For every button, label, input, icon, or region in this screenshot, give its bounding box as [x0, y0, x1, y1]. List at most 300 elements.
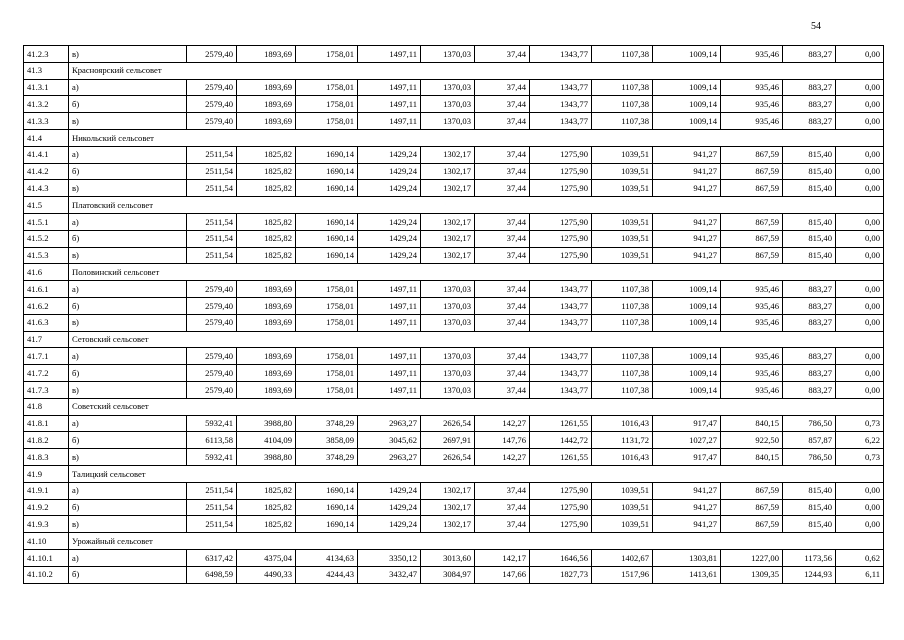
value-cell: 2579,40 — [187, 297, 237, 314]
value-cell: 1309,35 — [721, 566, 783, 583]
value-cell: 815,40 — [783, 247, 836, 264]
value-cell: 1227,00 — [721, 549, 783, 566]
value-cell: 37,44 — [475, 348, 530, 365]
value-cell: 1690,14 — [296, 482, 358, 499]
value-cell: 1302,17 — [421, 146, 475, 163]
value-cell: 1261,55 — [530, 449, 592, 466]
value-cell: 883,27 — [783, 96, 836, 113]
value-cell: 1825,82 — [237, 180, 296, 197]
value-cell: 1690,14 — [296, 516, 358, 533]
row-code: 41.4.2 — [24, 163, 69, 180]
value-cell: 1039,51 — [592, 247, 653, 264]
value-cell: 37,44 — [475, 247, 530, 264]
value-cell: 941,27 — [653, 499, 721, 516]
value-cell: 37,44 — [475, 297, 530, 314]
value-cell: 786,50 — [783, 415, 836, 432]
value-cell: 840,15 — [721, 449, 783, 466]
table-row — [24, 449, 884, 466]
value-cell: 1107,38 — [592, 314, 653, 331]
value-cell: 883,27 — [783, 297, 836, 314]
value-cell: 1413,61 — [653, 566, 721, 583]
table-row — [24, 381, 884, 398]
section-title: Половинский сельсовет — [69, 264, 884, 281]
row-code: 41.3.3 — [24, 113, 69, 130]
row-code: 41.3.1 — [24, 79, 69, 96]
value-cell: 3045,62 — [358, 432, 421, 449]
value-cell: 1758,01 — [296, 113, 358, 130]
value-cell: 815,40 — [783, 516, 836, 533]
value-cell: 883,27 — [783, 46, 836, 63]
value-cell: 0,62 — [836, 549, 884, 566]
value-cell: 1517,96 — [592, 566, 653, 583]
value-cell: 840,15 — [721, 415, 783, 432]
value-cell: 867,59 — [721, 499, 783, 516]
value-cell: 1370,03 — [421, 381, 475, 398]
value-cell: 815,40 — [783, 213, 836, 230]
value-cell: 815,40 — [783, 230, 836, 247]
row-code: 41.7.2 — [24, 365, 69, 382]
value-cell: 1302,17 — [421, 230, 475, 247]
value-cell: 1016,43 — [592, 415, 653, 432]
value-cell: 941,27 — [653, 247, 721, 264]
row-code: 41.8.3 — [24, 449, 69, 466]
row-label: в) — [69, 449, 187, 466]
tariff-table — [23, 45, 884, 584]
row-code: 41.8.2 — [24, 432, 69, 449]
value-cell: 1497,11 — [358, 381, 421, 398]
value-cell: 6113,58 — [187, 432, 237, 449]
value-cell: 3988,80 — [237, 449, 296, 466]
value-cell: 1825,82 — [237, 213, 296, 230]
value-cell: 2579,40 — [187, 348, 237, 365]
value-cell: 1370,03 — [421, 96, 475, 113]
row-code: 41.7.3 — [24, 381, 69, 398]
value-cell: 1758,01 — [296, 46, 358, 63]
value-cell: 3350,12 — [358, 549, 421, 566]
value-cell: 1825,82 — [237, 482, 296, 499]
value-cell: 6,11 — [836, 566, 884, 583]
value-cell: 0,00 — [836, 96, 884, 113]
value-cell: 0,73 — [836, 415, 884, 432]
row-label: а) — [69, 79, 187, 96]
row-label: в) — [69, 113, 187, 130]
value-cell: 1758,01 — [296, 348, 358, 365]
value-cell: 867,59 — [721, 180, 783, 197]
value-cell: 1275,90 — [530, 146, 592, 163]
value-cell: 1690,14 — [296, 247, 358, 264]
value-cell: 1497,11 — [358, 113, 421, 130]
value-cell: 935,46 — [721, 365, 783, 382]
value-cell: 1758,01 — [296, 281, 358, 298]
value-cell: 917,47 — [653, 449, 721, 466]
row-label: а) — [69, 549, 187, 566]
value-cell: 2511,54 — [187, 213, 237, 230]
value-cell: 0,00 — [836, 230, 884, 247]
value-cell: 1429,24 — [358, 230, 421, 247]
value-cell: 1244,93 — [783, 566, 836, 583]
value-cell: 1690,14 — [296, 180, 358, 197]
value-cell: 1343,77 — [530, 348, 592, 365]
row-code: 41.9.1 — [24, 482, 69, 499]
value-cell: 2511,54 — [187, 499, 237, 516]
value-cell: 1302,17 — [421, 499, 475, 516]
value-cell: 1758,01 — [296, 381, 358, 398]
value-cell: 883,27 — [783, 381, 836, 398]
row-code: 41.5.3 — [24, 247, 69, 264]
value-cell: 37,44 — [475, 213, 530, 230]
value-cell: 935,46 — [721, 96, 783, 113]
value-cell: 142,27 — [475, 449, 530, 466]
value-cell: 37,44 — [475, 230, 530, 247]
value-cell: 4375,04 — [237, 549, 296, 566]
value-cell: 1893,69 — [237, 46, 296, 63]
row-code: 41.2.3 — [24, 46, 69, 63]
value-cell: 883,27 — [783, 281, 836, 298]
table-row — [24, 281, 884, 298]
value-cell: 1261,55 — [530, 415, 592, 432]
value-cell: 1758,01 — [296, 297, 358, 314]
value-cell: 2579,40 — [187, 79, 237, 96]
section-code: 41.7 — [24, 331, 69, 348]
section-row — [24, 331, 884, 348]
value-cell: 1107,38 — [592, 96, 653, 113]
table-row — [24, 163, 884, 180]
value-cell: 1009,14 — [653, 381, 721, 398]
value-cell: 1893,69 — [237, 96, 296, 113]
value-cell: 1173,56 — [783, 549, 836, 566]
row-code: 41.10.2 — [24, 566, 69, 583]
value-cell: 1343,77 — [530, 297, 592, 314]
value-cell: 1343,77 — [530, 46, 592, 63]
value-cell: 6498,59 — [187, 566, 237, 583]
value-cell: 1343,77 — [530, 381, 592, 398]
value-cell: 1302,17 — [421, 163, 475, 180]
value-cell: 1039,51 — [592, 230, 653, 247]
row-label: б) — [69, 96, 187, 113]
value-cell: 1009,14 — [653, 79, 721, 96]
value-cell: 3748,29 — [296, 449, 358, 466]
value-cell: 2511,54 — [187, 247, 237, 264]
value-cell: 1131,72 — [592, 432, 653, 449]
value-cell: 0,00 — [836, 247, 884, 264]
section-title: Сетовский сельсовет — [69, 331, 884, 348]
section-code: 41.6 — [24, 264, 69, 281]
section-code: 41.4 — [24, 129, 69, 146]
value-cell: 1016,43 — [592, 449, 653, 466]
value-cell: 1107,38 — [592, 348, 653, 365]
value-cell: 1429,24 — [358, 146, 421, 163]
value-cell: 867,59 — [721, 163, 783, 180]
value-cell: 2579,40 — [187, 46, 237, 63]
table-row — [24, 348, 884, 365]
row-code: 41.6.3 — [24, 314, 69, 331]
value-cell: 1497,11 — [358, 281, 421, 298]
value-cell: 2963,27 — [358, 449, 421, 466]
value-cell: 941,27 — [653, 230, 721, 247]
value-cell: 1758,01 — [296, 314, 358, 331]
value-cell: 1646,56 — [530, 549, 592, 566]
section-row — [24, 197, 884, 214]
row-code: 41.7.1 — [24, 348, 69, 365]
value-cell: 1825,82 — [237, 247, 296, 264]
row-label: в) — [69, 247, 187, 264]
value-cell: 1370,03 — [421, 113, 475, 130]
value-cell: 0,00 — [836, 163, 884, 180]
value-cell: 1107,38 — [592, 381, 653, 398]
value-cell: 3432,47 — [358, 566, 421, 583]
value-cell: 3013,60 — [421, 549, 475, 566]
value-cell: 883,27 — [783, 113, 836, 130]
value-cell: 1402,67 — [592, 549, 653, 566]
value-cell: 1275,90 — [530, 163, 592, 180]
value-cell: 1893,69 — [237, 113, 296, 130]
value-cell: 2511,54 — [187, 230, 237, 247]
value-cell: 1343,77 — [530, 79, 592, 96]
value-cell: 1370,03 — [421, 46, 475, 63]
value-cell: 2626,54 — [421, 415, 475, 432]
value-cell: 1039,51 — [592, 146, 653, 163]
value-cell: 867,59 — [721, 230, 783, 247]
value-cell: 1039,51 — [592, 213, 653, 230]
value-cell: 867,59 — [721, 146, 783, 163]
value-cell: 1303,81 — [653, 549, 721, 566]
value-cell: 3988,80 — [237, 415, 296, 432]
value-cell: 1039,51 — [592, 163, 653, 180]
row-code: 41.4.3 — [24, 180, 69, 197]
value-cell: 1825,82 — [237, 499, 296, 516]
value-cell: 37,44 — [475, 314, 530, 331]
row-label: а) — [69, 281, 187, 298]
value-cell: 0,00 — [836, 365, 884, 382]
section-title: Никольский сельсовет — [69, 129, 884, 146]
value-cell: 1825,82 — [237, 146, 296, 163]
value-cell: 1497,11 — [358, 297, 421, 314]
value-cell: 815,40 — [783, 482, 836, 499]
value-cell: 1758,01 — [296, 96, 358, 113]
value-cell: 37,44 — [475, 79, 530, 96]
table-row — [24, 46, 884, 63]
value-cell: 941,27 — [653, 146, 721, 163]
value-cell: 1370,03 — [421, 348, 475, 365]
value-cell: 1107,38 — [592, 297, 653, 314]
value-cell: 4244,43 — [296, 566, 358, 583]
value-cell: 1302,17 — [421, 516, 475, 533]
value-cell: 935,46 — [721, 46, 783, 63]
value-cell: 37,44 — [475, 499, 530, 516]
value-cell: 1893,69 — [237, 281, 296, 298]
value-cell: 941,27 — [653, 163, 721, 180]
value-cell: 2697,91 — [421, 432, 475, 449]
row-code: 41.5.1 — [24, 213, 69, 230]
value-cell: 0,00 — [836, 314, 884, 331]
value-cell: 37,44 — [475, 381, 530, 398]
value-cell: 147,66 — [475, 566, 530, 583]
value-cell: 3858,09 — [296, 432, 358, 449]
value-cell: 2511,54 — [187, 146, 237, 163]
value-cell: 37,44 — [475, 113, 530, 130]
value-cell: 815,40 — [783, 146, 836, 163]
row-label: б) — [69, 432, 187, 449]
section-code: 41.10 — [24, 533, 69, 550]
value-cell: 3748,29 — [296, 415, 358, 432]
section-title: Талицкий сельсовет — [69, 465, 884, 482]
row-code: 41.8.1 — [24, 415, 69, 432]
value-cell: 2626,54 — [421, 449, 475, 466]
row-label: б) — [69, 365, 187, 382]
value-cell: 935,46 — [721, 381, 783, 398]
table-row — [24, 314, 884, 331]
value-cell: 1690,14 — [296, 230, 358, 247]
value-cell: 1758,01 — [296, 79, 358, 96]
value-cell: 1893,69 — [237, 79, 296, 96]
value-cell: 786,50 — [783, 449, 836, 466]
row-label: в) — [69, 381, 187, 398]
value-cell: 1343,77 — [530, 96, 592, 113]
value-cell: 0,00 — [836, 79, 884, 96]
value-cell: 1275,90 — [530, 213, 592, 230]
section-title: Красноярский сельсовет — [69, 62, 884, 79]
section-code: 41.5 — [24, 197, 69, 214]
value-cell: 815,40 — [783, 499, 836, 516]
value-cell: 1009,14 — [653, 113, 721, 130]
table-row — [24, 432, 884, 449]
value-cell: 815,40 — [783, 163, 836, 180]
value-cell: 1893,69 — [237, 365, 296, 382]
value-cell: 1343,77 — [530, 113, 592, 130]
value-cell: 37,44 — [475, 180, 530, 197]
value-cell: 883,27 — [783, 365, 836, 382]
value-cell: 0,00 — [836, 180, 884, 197]
value-cell: 1302,17 — [421, 213, 475, 230]
value-cell: 1009,14 — [653, 96, 721, 113]
value-cell: 1275,90 — [530, 180, 592, 197]
value-cell: 867,59 — [721, 516, 783, 533]
value-cell: 0,00 — [836, 499, 884, 516]
value-cell: 0,00 — [836, 281, 884, 298]
value-cell: 935,46 — [721, 281, 783, 298]
value-cell: 1690,14 — [296, 499, 358, 516]
value-cell: 1429,24 — [358, 163, 421, 180]
value-cell: 922,50 — [721, 432, 783, 449]
value-cell: 1302,17 — [421, 247, 475, 264]
value-cell: 1827,73 — [530, 566, 592, 583]
value-cell: 941,27 — [653, 516, 721, 533]
row-code: 41.4.1 — [24, 146, 69, 163]
value-cell: 37,44 — [475, 365, 530, 382]
value-cell: 867,59 — [721, 482, 783, 499]
table-row — [24, 415, 884, 432]
row-label: б) — [69, 566, 187, 583]
value-cell: 5932,41 — [187, 415, 237, 432]
value-cell: 1275,90 — [530, 482, 592, 499]
value-cell: 1825,82 — [237, 163, 296, 180]
row-label: б) — [69, 499, 187, 516]
table-row — [24, 113, 884, 130]
value-cell: 867,59 — [721, 247, 783, 264]
value-cell: 1442,72 — [530, 432, 592, 449]
value-cell: 1275,90 — [530, 230, 592, 247]
value-cell: 37,44 — [475, 146, 530, 163]
row-code: 41.9.3 — [24, 516, 69, 533]
section-code: 41.8 — [24, 398, 69, 415]
value-cell: 1370,03 — [421, 79, 475, 96]
row-label: а) — [69, 415, 187, 432]
section-title: Советский сельсовет — [69, 398, 884, 415]
table-row — [24, 247, 884, 264]
value-cell: 37,44 — [475, 163, 530, 180]
value-cell: 1302,17 — [421, 180, 475, 197]
value-cell: 1370,03 — [421, 297, 475, 314]
value-cell: 0,00 — [836, 381, 884, 398]
value-cell: 1027,27 — [653, 432, 721, 449]
value-cell: 935,46 — [721, 79, 783, 96]
row-label: б) — [69, 297, 187, 314]
value-cell: 2511,54 — [187, 163, 237, 180]
value-cell: 935,46 — [721, 348, 783, 365]
value-cell: 867,59 — [721, 213, 783, 230]
value-cell: 1429,24 — [358, 516, 421, 533]
value-cell: 1343,77 — [530, 365, 592, 382]
section-row — [24, 129, 884, 146]
value-cell: 1275,90 — [530, 516, 592, 533]
row-label: б) — [69, 230, 187, 247]
value-cell: 1039,51 — [592, 516, 653, 533]
value-cell: 1429,24 — [358, 499, 421, 516]
value-cell: 1497,11 — [358, 314, 421, 331]
value-cell: 37,44 — [475, 96, 530, 113]
value-cell: 857,87 — [783, 432, 836, 449]
value-cell: 1893,69 — [237, 314, 296, 331]
row-label: а) — [69, 348, 187, 365]
value-cell: 6317,42 — [187, 549, 237, 566]
value-cell: 1370,03 — [421, 281, 475, 298]
row-code: 41.10.1 — [24, 549, 69, 566]
value-cell: 3084,97 — [421, 566, 475, 583]
value-cell: 815,40 — [783, 180, 836, 197]
value-cell: 1497,11 — [358, 46, 421, 63]
value-cell: 1429,24 — [358, 247, 421, 264]
table-row — [24, 297, 884, 314]
value-cell: 1893,69 — [237, 381, 296, 398]
value-cell: 1343,77 — [530, 314, 592, 331]
section-title: Урожайный сельсовет — [69, 533, 884, 550]
value-cell: 2511,54 — [187, 180, 237, 197]
value-cell: 883,27 — [783, 314, 836, 331]
value-cell: 2579,40 — [187, 113, 237, 130]
value-cell: 1302,17 — [421, 482, 475, 499]
value-cell: 1429,24 — [358, 180, 421, 197]
value-cell: 883,27 — [783, 348, 836, 365]
value-cell: 2511,54 — [187, 516, 237, 533]
value-cell: 941,27 — [653, 213, 721, 230]
value-cell: 1039,51 — [592, 180, 653, 197]
value-cell: 1893,69 — [237, 348, 296, 365]
value-cell: 2579,40 — [187, 96, 237, 113]
value-cell: 1370,03 — [421, 314, 475, 331]
value-cell: 1107,38 — [592, 365, 653, 382]
value-cell: 935,46 — [721, 314, 783, 331]
table-row — [24, 213, 884, 230]
value-cell: 1497,11 — [358, 365, 421, 382]
table-row — [24, 230, 884, 247]
value-cell: 1690,14 — [296, 146, 358, 163]
value-cell: 2963,27 — [358, 415, 421, 432]
section-row — [24, 533, 884, 550]
value-cell: 1690,14 — [296, 213, 358, 230]
row-label: б) — [69, 163, 187, 180]
row-code: 41.6.1 — [24, 281, 69, 298]
value-cell: 1039,51 — [592, 499, 653, 516]
